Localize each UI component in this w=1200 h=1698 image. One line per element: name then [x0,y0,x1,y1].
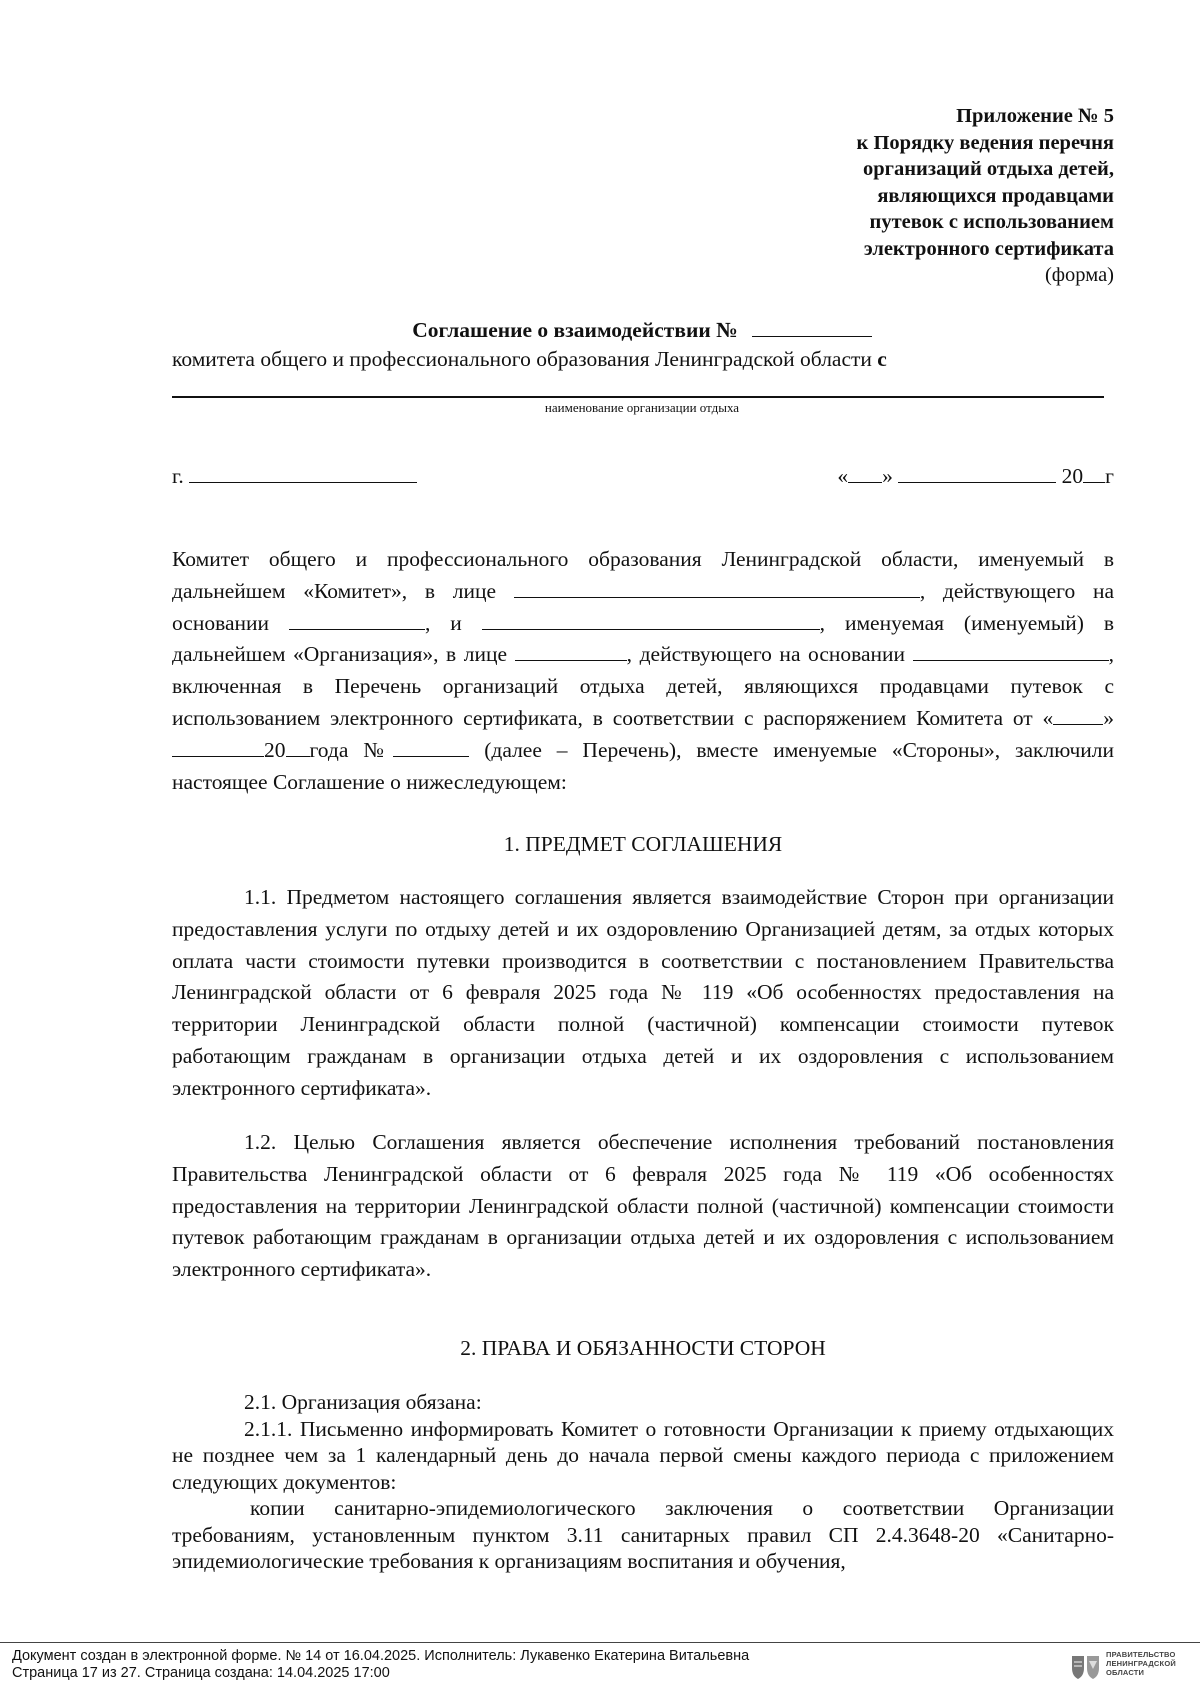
section-1-item-2 [172,1127,1114,1286]
appendix-line-7: (форма) [1044,264,1114,286]
preamble-text-10: (далее – Перечень), вместе именуемые «Стороны», заключили настоящее Соглашение о нижеследующем: [172,737,1114,794]
organization-basis-blank [913,640,1109,661]
order-number-blank [393,736,469,757]
order-month-blank [172,736,264,757]
preamble-text-4: , именуемая (именуемый) в дальнейшем «Организация», в лице [172,610,1115,667]
appendix-line-4: являющихся продавцами [877,184,1114,207]
footer [12,1648,749,1682]
city-prefix: г. [172,464,184,488]
agreement-subtitle-end: с [877,347,887,371]
appendix-line-5: путевок с использованием [869,211,1114,233]
section-2-item-3-text: копии санитарно-эпидемиологического заключения о соответствии Организации требованиям, установленным пунктом 3.11 санитарных правил СП 2.4.3648-20 «Санитарно-эпидемиологические требования к организациям воспитания и обучения, [172,1496,1114,1573]
gov-logo-line-1: ПРАВИТЕЛЬСТВО [1106,1650,1176,1659]
footer-line-2: Страница 17 из 27. Страница создана: 14.04.2025 17:00 [12,1665,390,1681]
preamble-text-7: » [1103,705,1114,730]
organization-name-blank [482,609,820,630]
city-blank [189,462,417,483]
agreement-title-text: Соглашение о взаимодействии № [412,318,738,342]
date-open-quote: « [837,464,849,488]
footer-divider [0,1642,1200,1643]
date-field [837,462,1114,489]
section-1-item-1-text: 1.1. Предметом настоящего соглашения является взаимодействие Сторон при организации предоставления услуги по отдыху детей и их оздоровлению Организацией детям, за отдых которых оплата части стоимости путевки производится в соответствии с постановлением Правительства Ленинградской области от 6 февраля 2025 года № 119 «Об особенностях предоставления на территории Ленинградской области полной (частичной) компенсации стоимости путевок работающим гражданам в организации отдыха детей и их оздоровления с использованием электронного сертификата». [172,885,1114,1100]
organization-name-line [172,396,1104,398]
committee-basis-blank [289,609,425,630]
committee-representative-blank [514,577,920,598]
day-blank [848,462,882,483]
organization-name-caption: наименование организации отдыха [544,400,740,415]
preamble-text-5: , действующего на основании [626,642,906,667]
section-1-item-2-text: 1.2. Целью Соглашения является обеспечение исполнения требований постановления Правительства Ленинградской области от 6 февраля 2025 года № 119 «Об особенностях предоставления на территории Ленинградской области полной (частичной) компенсации стоимости путевок работающим гражданам в организации отдыха детей и их оздоровления с использованием электронного сертификата». [172,1130,1114,1282]
gov-logo-line-2: ЛЕНИНГРАДСКОЙ [1106,1659,1176,1668]
year-prefix: 20 [1061,464,1084,488]
agreement-number-blank [752,318,872,337]
appendix-line-6: электронного сертификата [863,237,1114,260]
government-logo [1070,1650,1190,1684]
preamble-text-2: , действующего на основании [172,578,1115,635]
agreement-subtitle [172,347,1112,372]
section-2-heading: 2. ПРАВА И ОБЯЗАННОСТИ СТОРОН [460,1336,826,1360]
appendix-line-3: организаций отдыха детей, [863,158,1114,180]
order-day-blank [1053,704,1103,725]
appendix-line-1: Приложение № 5 [956,105,1114,127]
gov-logo-line-3: ОБЛАСТИ [1106,1668,1145,1677]
agreement-title [172,318,1112,343]
appendix-block [857,103,1114,289]
preamble-paragraph [172,544,1114,798]
agreement-subtitle-text: комитета общего и профессионального образования Ленинградской области [172,347,872,371]
month-blank [898,462,1056,483]
section-2-item-1-text: 2.1. Организация обязана: [244,1390,482,1414]
appendix-line-2: к Порядку ведения перечня [856,131,1114,154]
section-1-item-1 [172,882,1114,1105]
section-2-item-2-text: 2.1.1. Письменно информировать Комитет о готовности Организации к приему отдыхающих не позднее чем за 1 календарный день до начала первой смены каждого периода с приложением следующих документов: [172,1416,1114,1494]
preamble-text-3: , и [424,610,462,635]
preamble-text-6: , включенная в Перечень организаций отдыха детей, являющихся продавцами путевок с использованием электронного сертификата, в соответствии с распоряжением Комитета от « [172,642,1115,730]
order-year-blank [286,736,310,757]
government-logo-text [1106,1650,1176,1677]
preamble-text-8: 20 [264,737,286,762]
date-close-quote: » [882,464,893,488]
year-blank [1083,462,1105,483]
preamble-text-1: Комитет общего и профессионального образования Ленинградской области, именуемый в дальнейшем «Комитет», в лице [172,547,1114,603]
organization-representative-blank [515,640,627,661]
city-field [172,462,417,489]
section-1-heading: 1. ПРЕДМЕТ СОГЛАШЕНИЯ [503,832,783,856]
footer-line-1: Документ создан в электронной форме. № 14 от 16.04.2025. Исполнитель: Лукавенко Екатерина Витальевна [12,1648,750,1664]
year-suffix: г [1105,464,1114,488]
coat-of-arms-icon [1070,1652,1102,1682]
section-2-body [172,1389,1114,1575]
preamble-text-9: года № [309,737,394,762]
